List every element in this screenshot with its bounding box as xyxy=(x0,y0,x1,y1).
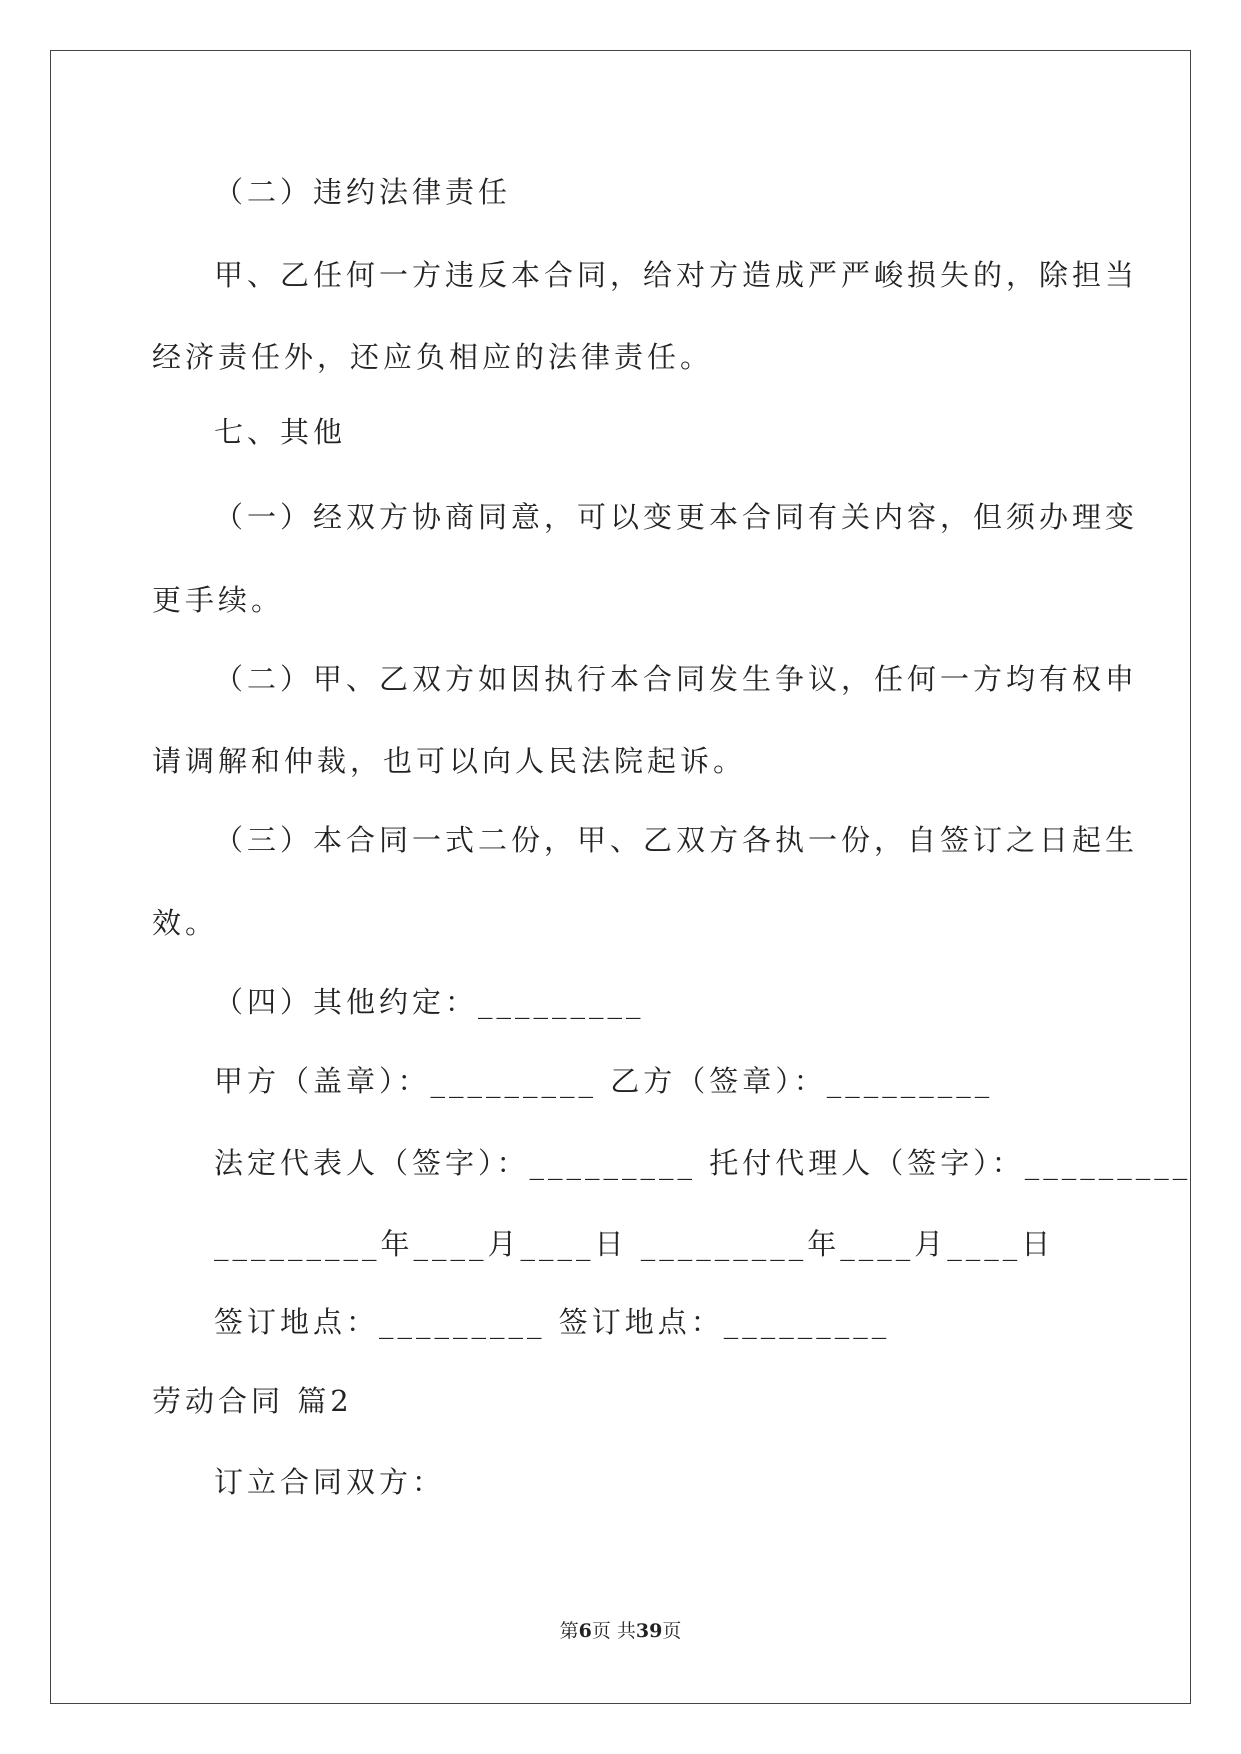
signature-line: 签订地点：_________ 签订地点：_________ xyxy=(214,1305,891,1339)
footer-page-number: 6 xyxy=(578,1620,592,1642)
section-title: 劳动合同 篇2 xyxy=(152,1384,353,1418)
footer-total-pages: 39 xyxy=(635,1620,663,1642)
date-line: _________年____月____日 _________年____月____日 xyxy=(214,1227,1055,1261)
paragraph-line: 订立合同双方： xyxy=(214,1465,446,1499)
footer-mid: 页 共 xyxy=(591,1620,636,1642)
paragraph-line: （二）违约法律责任 xyxy=(214,175,512,209)
paragraph-line: 经济责任外，还应负相应的法律责任。 xyxy=(152,340,714,374)
paragraph-line: 更手续。 xyxy=(152,583,285,617)
footer-suffix: 页 xyxy=(662,1620,682,1642)
paragraph-line: 效。 xyxy=(152,906,219,940)
paragraph-line: （四）其他约定：_________ xyxy=(214,985,645,1019)
paragraph-line: 请调解和仲裁，也可以向人民法院起诉。 xyxy=(152,744,747,778)
signature-line: 法定代表人（签字）：_________ 托付代理人（签字）：_________ xyxy=(214,1146,1192,1180)
page-border xyxy=(50,50,1191,1704)
section-heading: 七、其他 xyxy=(214,415,347,449)
paragraph-line: 甲、乙任何一方违反本合同，给对方造成严严峻损失的，除担当 xyxy=(214,258,1139,292)
signature-line: 甲方（盖章）：_________ 乙方（签章）：_________ xyxy=(214,1064,994,1098)
paragraph-line: （一）经双方协商同意，可以变更本合同有关内容，但须办理变 xyxy=(214,500,1139,534)
paragraph-line: （二）甲、乙双方如因执行本合同发生争议，任何一方均有权申 xyxy=(214,662,1139,696)
paragraph-line: （三）本合同一式二份，甲、乙双方各执一份，自签订之日起生 xyxy=(214,823,1139,857)
page-footer xyxy=(0,1616,1241,1643)
footer-prefix: 第 xyxy=(559,1620,579,1642)
